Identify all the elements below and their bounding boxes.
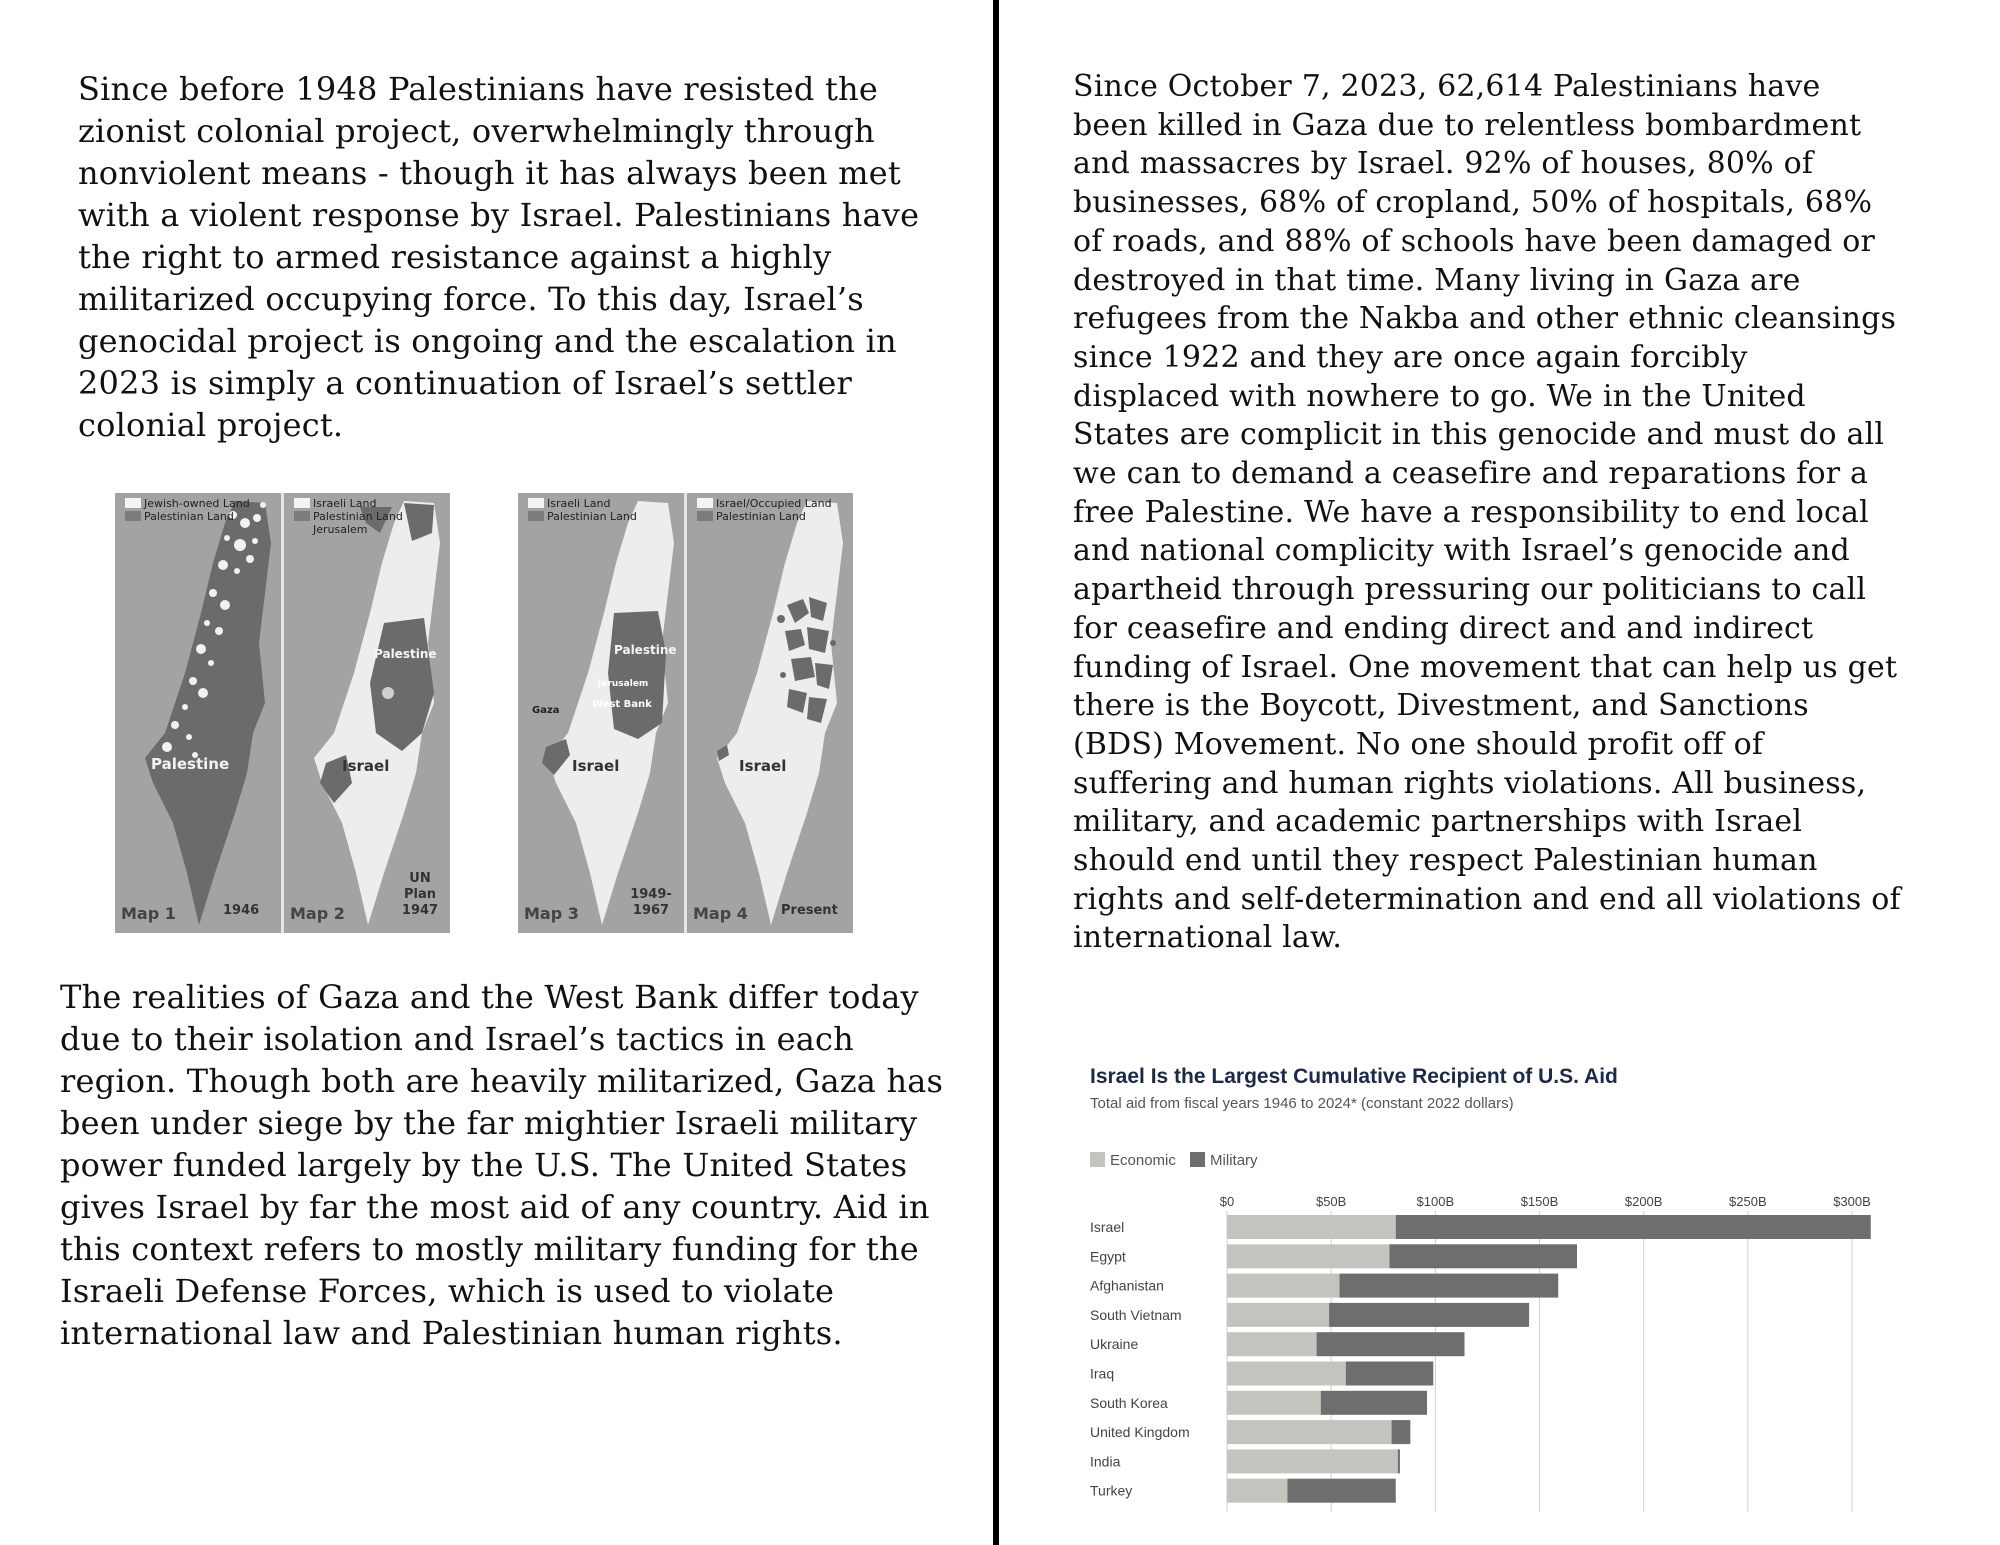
map-1946-year: 1946 — [223, 903, 260, 918]
map-present — [687, 493, 853, 933]
map-1949-1967-year — [628, 887, 674, 919]
legend-label-military: Military — [1210, 1152, 1258, 1169]
map-1947 — [284, 493, 450, 933]
map-1949-1967-jerusalem-label: Jerusalem — [598, 679, 649, 689]
legend-label: Palestinian Land — [547, 510, 637, 523]
x-tick-label: $250B — [1729, 1194, 1767, 1209]
x-tick-label: $50B — [1315, 1194, 1347, 1209]
category-label: South Vietnam — [1090, 1306, 1182, 1323]
map-1947-shape — [284, 493, 450, 933]
map-1949-1967-legend — [528, 497, 637, 523]
legend-swatch — [528, 511, 544, 521]
bar-military — [1287, 1479, 1395, 1503]
map-1949-1967-palestine-label: Palestine — [614, 643, 677, 657]
map-1946-legend — [125, 497, 250, 523]
chart-plot — [1090, 1055, 1890, 1515]
intro-paragraph: Since before 1948 Palestinians have resisted the zionist colonial project, overwhelmingly through nonviolent means - though it has always been met with a violent response by Israel. Palestinians have the right to armed resistance against a highly militarized occupying force. To this day, Israel’s genocidal project is ongoing and the escalation in 2023 is simply a continuation of Israel’s settler colonial project. — [78, 70, 920, 444]
map-group-1949-present — [518, 493, 853, 933]
bar-military — [1392, 1420, 1411, 1444]
bar-economic — [1227, 1362, 1346, 1386]
category-label: India — [1090, 1453, 1121, 1470]
legend-label: Palestinian Land — [313, 510, 403, 523]
category-label: Egypt — [1090, 1248, 1126, 1265]
category-label: Turkey — [1090, 1482, 1133, 1499]
map-1946-region-label: Palestine — [151, 755, 230, 773]
legend-label: Israeli Land — [313, 497, 377, 510]
map-1949-1967-israel-label: Israel — [572, 757, 620, 775]
x-tick-label: $100B — [1416, 1194, 1455, 1209]
category-label: Iraq — [1090, 1365, 1115, 1382]
category-label: Afghanistan — [1090, 1277, 1164, 1294]
bar-economic — [1227, 1274, 1340, 1298]
bar-economic — [1227, 1332, 1317, 1356]
x-tick-label: $300B — [1833, 1194, 1871, 1209]
x-tick-label: $150B — [1520, 1194, 1559, 1209]
map-1947-name: Map 2 — [290, 904, 345, 923]
map-present-year: Present — [781, 903, 838, 918]
category-label: Israel — [1090, 1219, 1125, 1235]
bar-military — [1398, 1449, 1400, 1473]
legend-label: Palestinian Land — [716, 510, 806, 523]
category-label: South Korea — [1090, 1394, 1168, 1411]
map-1947-palestine-label: Palestine — [374, 647, 437, 661]
legend-label: Palestinian Land — [144, 510, 234, 523]
legend-swatch — [697, 498, 713, 508]
map-present-israel-label: Israel — [739, 757, 787, 775]
bar-military — [1396, 1215, 1871, 1239]
page-divider — [993, 0, 999, 1545]
map-group-1946-1947 — [115, 493, 450, 933]
bar-economic — [1227, 1479, 1287, 1503]
bar-economic — [1227, 1449, 1398, 1473]
map-year-line: UN — [409, 871, 431, 886]
legend-swatch — [294, 511, 310, 521]
map-present-legend — [697, 497, 832, 523]
legend-label: Israel/Occupied Land — [716, 497, 832, 510]
legend-label: Jewish-owned Land — [144, 497, 250, 510]
map-1946 — [115, 493, 281, 933]
map-1949-1967-name: Map 3 — [524, 904, 579, 923]
gaza-casualties-paragraph: Since October 7, 2023, 62,614 Palestinians have been killed in Gaza due to relentless bombardment and massacres by Israel. 92% of houses, 80% of businesses, 68% of cropland, 50% of hospitals, 68% of roads, and 88% of schools have been damaged or destroyed in that time. Many living in Gaza are refugees from the Nakba and other ethnic cleansings since 1922 and they are once again forcibly displaced with nowhere to go. We in the United States are complicit in this genocide and must do all we can to demand a ceasefire and reparations for a free Palestine. We have a responsibility to end local and national complicity with Israel’s genocide and apartheid through pressuring our politicians to call for ceasefire and ending direct and and indirect funding of Israel. One movement that can help us get there is the Boycott, Divestment, and Sanctions (BDS) Movement. No one should profit off of suffering and human rights violations. All business, military, and academic partnerships with Israel should end until they respect Palestinian human rights and self-determination and end all violations of international law. — [1073, 69, 1901, 956]
category-label: Ukraine — [1090, 1336, 1139, 1353]
chart-title: Israel Is the Largest Cumulative Recipient of U.S. Aid — [1090, 1065, 1618, 1088]
map-year-line: 1947 — [401, 903, 439, 918]
legend-label: Israeli Land — [547, 497, 611, 510]
bar-military — [1317, 1332, 1465, 1356]
bar-military — [1340, 1274, 1559, 1298]
legend-swatch — [697, 511, 713, 521]
legend-swatch — [125, 498, 141, 508]
map-1946-name: Map 1 — [121, 904, 176, 923]
bar-military — [1390, 1244, 1578, 1268]
map-1949-1967 — [518, 493, 684, 933]
map-1947-israel-label: Israel — [342, 757, 390, 775]
map-year-line: 1967 — [632, 903, 670, 918]
map-1947-year — [400, 871, 440, 919]
x-tick-label: $0 — [1219, 1194, 1235, 1209]
map-present-shape — [687, 493, 853, 933]
legend-label-economic: Economic — [1110, 1152, 1176, 1169]
bar-military — [1346, 1362, 1434, 1386]
x-tick-label: $200B — [1624, 1194, 1663, 1209]
map-1949-1967-westbank-label: West Bank — [592, 699, 652, 710]
chart-subtitle: Total aid from fiscal years 1946 to 2024* (constant 2022 dollars) — [1090, 1095, 1514, 1112]
map-present-name: Map 4 — [693, 904, 748, 923]
bar-economic — [1227, 1215, 1396, 1239]
category-label: United Kingdom — [1090, 1424, 1190, 1441]
us-aid-chart — [1090, 1055, 1890, 1515]
legend-swatch — [528, 498, 544, 508]
map-1949-1967-gaza-label: Gaza — [532, 705, 560, 716]
map-year-line: 1949- — [630, 887, 672, 902]
map-year-line: Plan — [403, 887, 436, 902]
legend-swatch — [125, 511, 141, 521]
bar-economic — [1227, 1303, 1329, 1327]
map-1946-shape — [115, 493, 281, 933]
bar-economic — [1227, 1391, 1321, 1415]
bar-economic — [1227, 1420, 1392, 1444]
legend-swatch — [294, 498, 310, 508]
legend-label: Jerusalem — [313, 523, 368, 536]
gaza-westbank-paragraph: The realities of Gaza and the West Bank differ today due to their isolation and Israel’s tactics in each region. Though both are heavily militarized, Gaza has been under siege by the far mightier Israeli military power funded largely by the U.S. The United States gives Israel by far the most aid of any country. Aid in this context refers to mostly military funding for the Israeli Defense Forces, which is used to violate international law and Palestinian human rights. — [60, 978, 944, 1352]
bar-economic — [1227, 1244, 1390, 1268]
bar-military — [1321, 1391, 1427, 1415]
bar-military — [1329, 1303, 1529, 1327]
map-1947-legend — [294, 497, 403, 536]
